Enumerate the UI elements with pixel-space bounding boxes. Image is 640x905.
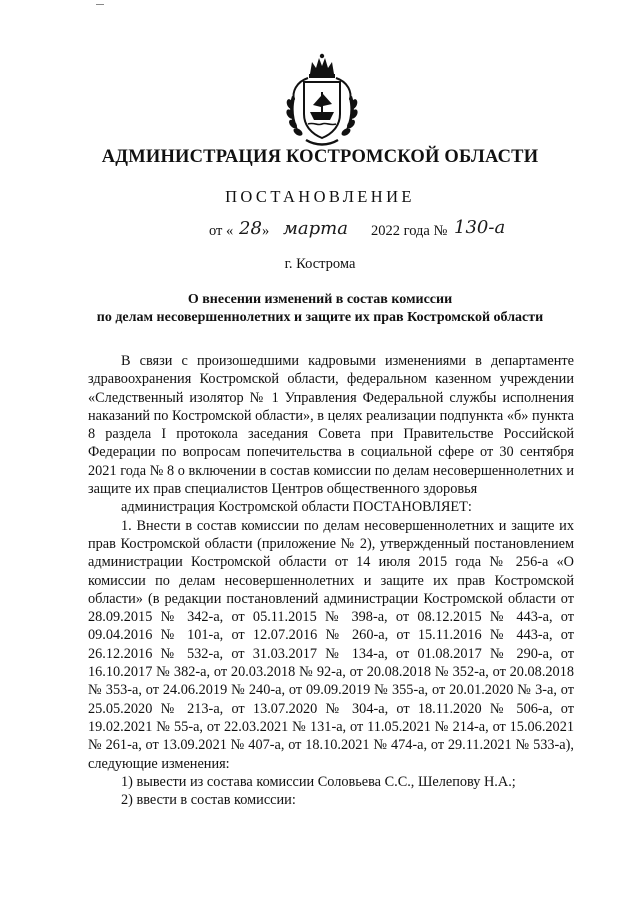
subject-line-1: О внесении изменений в состав комиссии: [187, 292, 453, 307]
scan-mark: [96, 4, 104, 5]
date-prefix-open: от «: [209, 223, 234, 239]
paragraph-preamble: В связи с произошедшими кадровыми изменениями в департаменте здравоохранения Костромской области, федеральном казенном учреждении «Следственный изолятор № 1 Управления Федеральной службы исполнения наказаний по Костромской области», в целях реализации подпункта «б» пункта 8 раздела I протокола заседания Совета при Правительстве Российской Федерации по вопросам попечительства в социальной сфере от 30 сентября 2021 года № 8 о включении в состав комиссии по делам несовершеннолетних и защите их прав специалистов Центров общественного здоровья: [88, 353, 574, 498]
document-body: [88, 352, 574, 809]
document-subject: [0, 291, 640, 327]
date-month-handwritten: марта: [283, 218, 348, 239]
authority-title: АДМИНИСТРАЦИЯ КОСТРОМСКОЙ ОБЛАСТИ: [101, 147, 539, 167]
document-number-handwritten: 130-а: [454, 217, 506, 238]
paragraph-resolves: администрация Костромской области ПОСТАНОВЛЯЕТ:: [121, 499, 472, 516]
paragraph-subitem-2: 2) ввести в состав комиссии:: [121, 792, 296, 809]
date-day-handwritten: 28: [239, 218, 262, 239]
paragraph-subitem-1: 1) вывести из состава комиссии Соловьева С.С., Шелепову Н.А.;: [121, 773, 516, 790]
subject-line-2: по делам несовершеннолетних и защите их прав Костромской области: [96, 310, 544, 325]
date-prefix-close: »: [262, 223, 270, 239]
date-year-text: 2022 года №: [371, 223, 448, 239]
city: г. Кострома: [284, 256, 356, 272]
coat-of-arms-icon: [286, 52, 358, 150]
document-type: ПОСТАНОВЛЕНИЕ: [225, 187, 415, 206]
paragraph-item-1: 1. Внести в состав комиссии по делам несовершеннолетних и защите их прав Костромской области (приложение № 2), утвержденный постановлением администрации Костромской области от 14 июля 2015 года № 256-а «О комиссии по делам несовершеннолетних и защите их прав Костромской области» (в редакции постановлений администрации Костромской области от 28.09.2015 № 342-а, от 05.11.2015 № 398-а, от 08.12.2015 № 443-а, от 09.04.2016 № 101-а, от 12.07.2016 № 260-а, от 15.11.2016 № 443-а, от 26.12.2016 № 532-а, от 31.03.2017 № 134-а, от 01.08.2017 № 290-а, от 16.10.2017 № 382-а, от 20.03.2018 № 92-а, от 20.08.2018 № 352-а, от 20.08.2018 № 353-а, от 24.06.2019 № 240-а, от 09.09.2019 № 355-а, от 20.01.2020 № 3-а, от 25.05.2020 № 213-а, от 13.07.2020 № 304-а, от 18.11.2020 № 506-а, от 19.02.2021 № 55-а, от 22.03.2021 № 131-а, от 11.05.2021 № 214-а, от 15.06.2021 № 261-а, от 13.09.2021 № 407-а, от 18.10.2021 № 474-а, от 29.11.2021 № 533-а), следующие изменения:: [88, 517, 574, 772]
